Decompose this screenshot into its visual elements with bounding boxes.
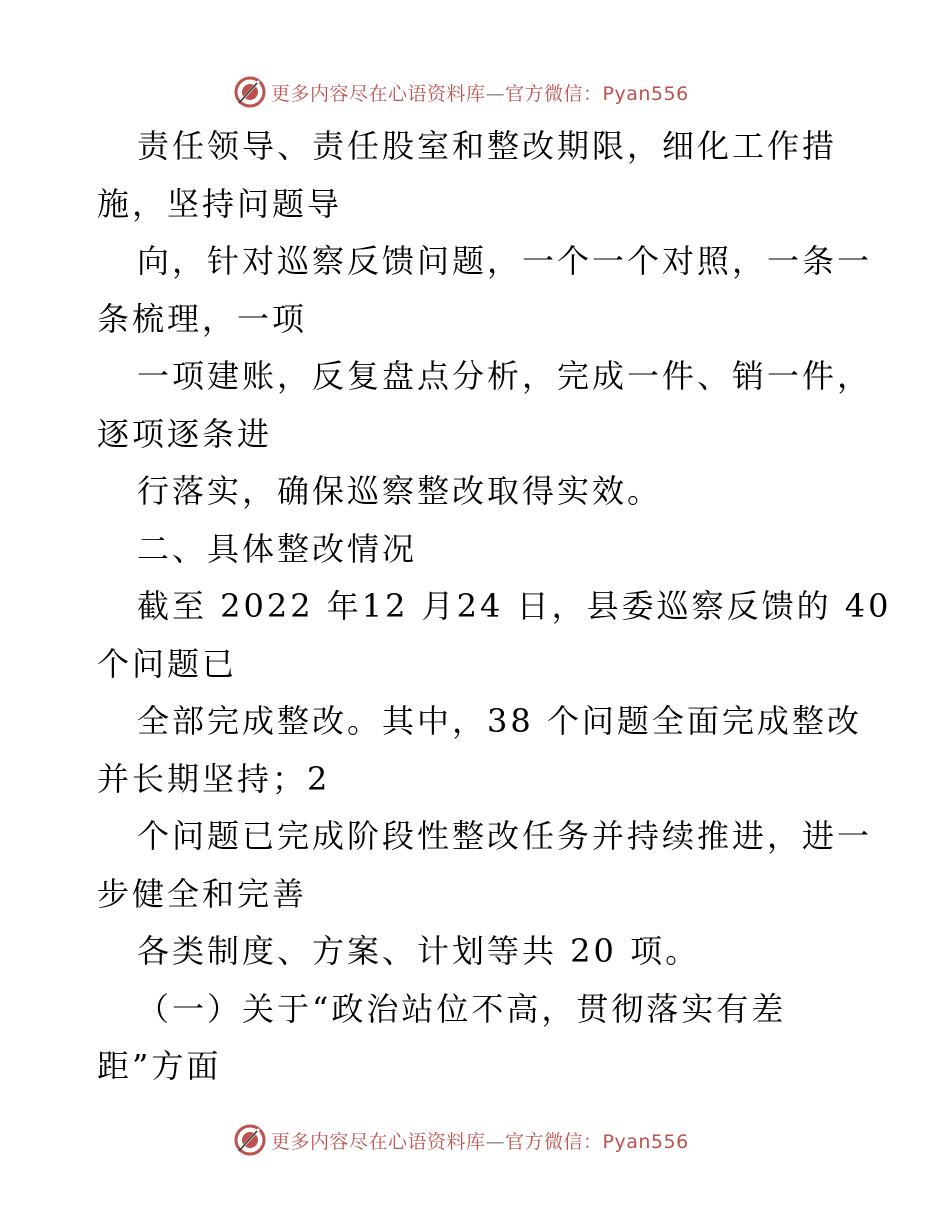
watermark-text: 更多内容尽在心语资料库—官方微信：Pyan556 [271,82,689,105]
text-line: 截至 2022 年12 月24 日，县委巡察反馈的 40 [137,587,892,625]
watermark-footer [233,1120,689,1160]
text-line: 逐项逐条进 [97,414,273,453]
text-line: 距”方面 [97,1047,222,1085]
pen-logo-icon [233,75,267,109]
text-line: 责任领导、责任股室和整改期限，细化工作措 [137,127,838,165]
text-line: 施，坚持问题导 [97,184,343,223]
text-line: 个问题已 [97,644,238,683]
text-line: 各类制度、方案、计划等共 20 项。 [137,932,701,970]
text-line: 全部完成整改。其中，38 个问题全面完成整改 [137,702,862,740]
text-line: 条梳理，一项 [97,299,308,338]
pen-logo-icon [233,1123,267,1157]
watermark-header [233,72,689,112]
text-line: 二、具体整改情况 [137,529,418,568]
text-line: 并长期坚持；2 [97,759,331,798]
text-line: 行落实，确保巡察整改取得实效。 [137,472,663,510]
watermark-text: 更多内容尽在心语资料库—官方微信：Pyan556 [271,1130,689,1153]
text-line: 个问题已完成阶段性整改任务并持续推进，进一 [137,817,873,855]
text-line: 步健全和完善 [97,874,308,913]
document-body [97,118,892,1096]
text-line: （一）关于“政治站位不高，贯彻落实有差 [137,989,787,1028]
text-line: 一项建账，反复盘点分析，完成一件、销一件， [137,357,873,395]
text-line: 向，针对巡察反馈问题，一个一个对照，一条一 [137,242,873,280]
